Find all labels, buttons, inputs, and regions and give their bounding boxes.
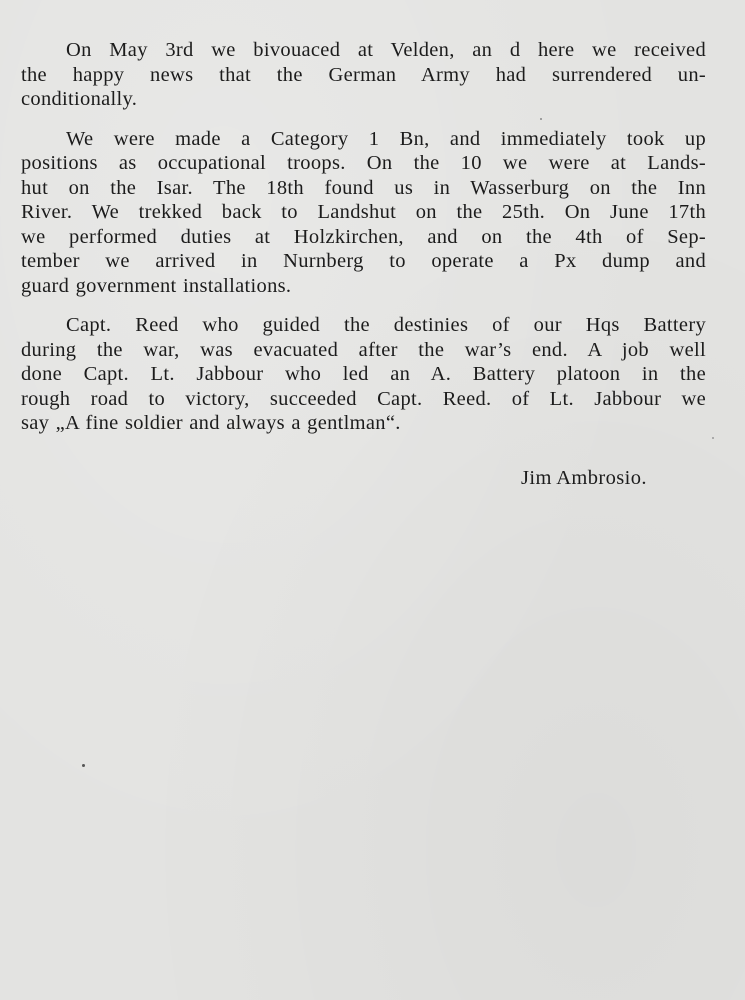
- text-line: guard government installations.: [21, 274, 292, 297]
- paragraph-occupation: [21, 127, 706, 299]
- text-line: positions as occupational troops. On the 10 we were at Lands-: [21, 152, 706, 174]
- text-line: We were made a Category 1 Bn, and immediately took up: [66, 127, 706, 150]
- text-line: On May 3rd we bivouaced at Velden, an d here we received: [66, 39, 706, 61]
- text-line: conditionally.: [21, 88, 138, 110]
- text-line: rough road to victory, succeeded Capt. Reed. of Lt. Jabbour we: [21, 387, 706, 410]
- author-signature: Jim Ambrosio.: [521, 467, 647, 489]
- paper-speck: [712, 437, 714, 439]
- paper-speck: [540, 118, 542, 120]
- text-line: tember we arrived in Nurnberg to operate a Px dump and: [21, 250, 706, 272]
- text-line: done Capt. Lt. Jabbour who led an A. Battery platoon in the: [21, 363, 706, 385]
- text-line: say „A fine soldier and always a gentlman“.: [21, 412, 401, 434]
- article-body: [21, 38, 706, 451]
- text-line: we performed duties at Holzkirchen, and on the 4th of Sep-: [21, 225, 706, 248]
- text-line: during the war, was evacuated after the war’s end. A job well: [21, 338, 706, 361]
- paragraph-capt-reed: [21, 313, 706, 436]
- paper-speck: [82, 764, 85, 767]
- text-line: the happy news that the German Army had surrendered un-: [21, 63, 706, 86]
- text-line: Capt. Reed who guided the destinies of our Hqs Battery: [66, 314, 706, 336]
- paragraph-surrender: [21, 38, 706, 112]
- text-line: hut on the Isar. The 18th found us in Wasserburg on the Inn: [21, 176, 706, 199]
- text-line: River. We trekked back to Landshut on the 25th. On June 17th: [21, 201, 706, 223]
